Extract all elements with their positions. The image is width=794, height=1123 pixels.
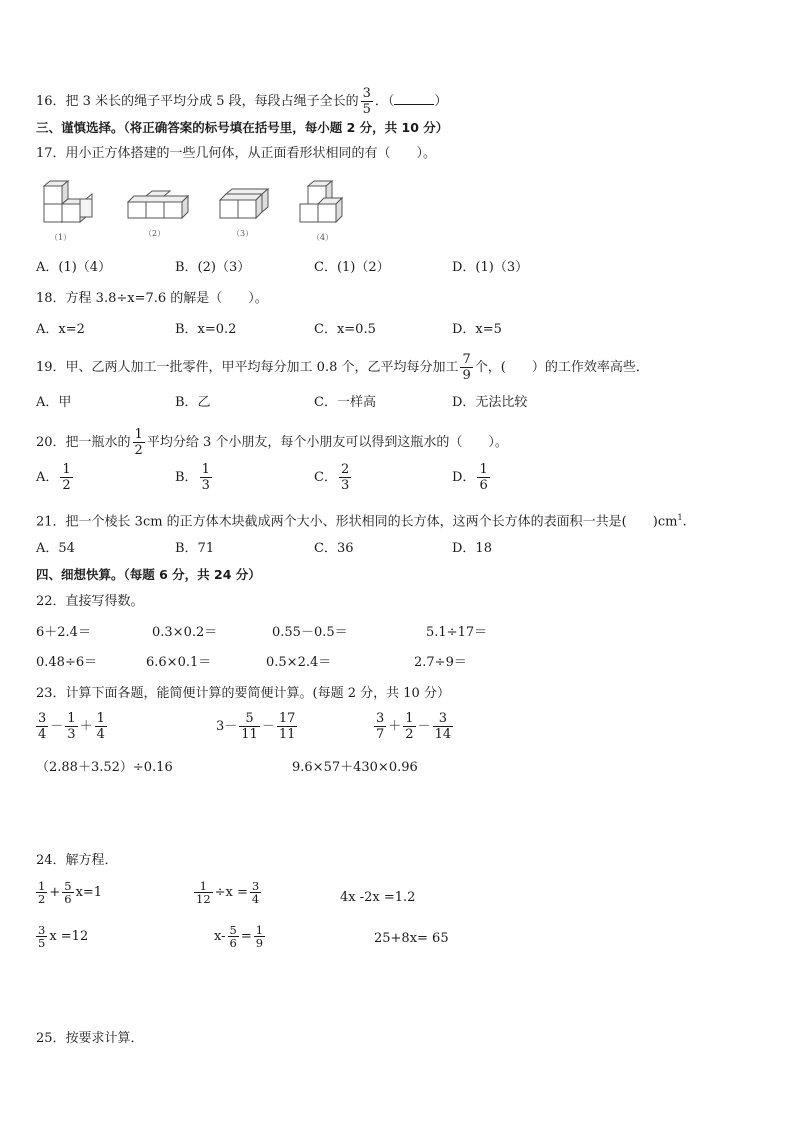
q20-fraction: $\frac{1}{2}$ — [134, 427, 143, 458]
question-22: 22．直接写得数。 — [36, 594, 144, 609]
q23-expr-4: （2.88＋3.52）÷0.16 — [36, 760, 173, 775]
caption-1: （1） — [50, 233, 72, 242]
q17-option-c[interactable]: C．(1)（2） — [314, 260, 390, 275]
q23-expr-3: $\frac{3}{7}$ ＋ $\frac{1}{2}$ － $\frac{3}{14}$ — [376, 711, 452, 742]
q19-option-b[interactable]: B．乙 — [175, 395, 211, 410]
q20-option-b[interactable]: B． $\frac{1}{3}$ — [175, 462, 210, 493]
question-21: 21．把一个棱长 3cm 的正方体木块截成两个大小、形状相同的长方体，这两个长方体的表面积一共是( )$cm^1$. — [36, 513, 687, 530]
q18-option-c[interactable]: C．x=0.5 — [314, 322, 376, 337]
q19-option-c[interactable]: C．一样高 — [314, 395, 376, 410]
q21-option-d[interactable]: D．18 — [452, 541, 492, 556]
q21-option-a[interactable]: A．54 — [36, 541, 75, 556]
q22-r2-c4: 2.7÷9＝ — [414, 655, 467, 670]
q17-option-a[interactable]: A．(1)（4） — [36, 260, 112, 275]
q22-r1-c4: 5.1÷17＝ — [426, 625, 488, 640]
question-23: 23．计算下面各题，能简便计算的要简便计算。(每题 2 分，共 10 分） — [36, 686, 450, 701]
q18-option-a[interactable]: A．x=2 — [36, 322, 85, 337]
q22-r2-c2: 6.6×0.1＝ — [146, 655, 212, 670]
cube-figures — [36, 176, 366, 246]
question-25: 25．按要求计算． — [36, 1031, 144, 1046]
section-4-title: 四、细想快算。（每题 6 分，共 24 分） — [36, 567, 261, 582]
q23-expr-1: $\frac{3}{4}$ － $\frac{1}{3}$ ＋ $\frac{1}{4}$ — [38, 711, 105, 742]
q21-option-c[interactable]: C．36 — [314, 541, 354, 556]
figure-2 — [128, 191, 188, 218]
q20-option-d[interactable]: D． $\frac{1}{6}$ — [452, 462, 488, 493]
q16-text: 16．把 3 米长的绳子平均分成 5 段，每段占绳子全长的 — [36, 94, 359, 109]
q23-expr-2: 3－ $\frac{5}{11}$ － $\frac{17}{11}$ — [216, 711, 296, 742]
q18-option-b[interactable]: B．x=0.2 — [175, 322, 237, 337]
q19-option-a[interactable]: A．甲 — [36, 395, 72, 410]
question-20: 20．把一瓶水的 $\frac{1}{2}$ 平均分给 3 个小朋友，每个小朋友可以得到这瓶水的（ ）。 — [36, 427, 508, 458]
figure-4 — [300, 181, 342, 222]
q17-option-b[interactable]: B．(2)（3） — [175, 260, 251, 275]
q17-option-d[interactable]: D．(1)（3） — [452, 260, 529, 275]
question-19: 19．甲、乙两人加工一批零件，甲平均每分加工 0.8 个，乙平均每分加工 $\frac{7}{9}$ 个，( ）的工作效率高些． — [36, 352, 649, 383]
q22-r1-c3: 0.55－0.5＝ — [272, 625, 348, 640]
q24-eq-4: $\frac{3}{5}$ x =12 — [38, 923, 89, 950]
q16-fraction: $\frac{3}{5}$ — [362, 86, 371, 117]
q20-option-c[interactable]: C． $\frac{2}{3}$ — [314, 462, 350, 493]
figure-3 — [220, 189, 268, 218]
question-18: 18．方程 3.8÷x=7.6 的解是（ ）。 — [36, 291, 268, 306]
question-17: 17．用小正方体搭建的一些几何体，从正面看形状相同的有（ ）。 — [36, 146, 437, 161]
caption-3: （3） — [232, 229, 254, 238]
q22-r2-c1: 0.48÷6＝ — [36, 655, 98, 670]
q23-expr-5: 9.6×57＋430×0.96 — [292, 760, 418, 775]
section-3-title: 三、谨慎选择。（将正确答案的标号填在括号里，每小题 2 分，共 10 分） — [36, 120, 449, 135]
q22-r2-c3: 0.5×2.4＝ — [266, 655, 332, 670]
q24-eq-2: $\frac{1}{12}$ ÷x = $\frac{3}{4}$ — [196, 879, 260, 906]
q22-r1-c1: 6＋2.4＝ — [36, 625, 91, 640]
question-24: 24．解方程． — [36, 853, 118, 868]
q19-fraction: $\frac{7}{9}$ — [462, 352, 471, 383]
q20-option-a[interactable]: A． $\frac{1}{2}$ — [36, 462, 71, 493]
question-16: 16．把 3 米长的绳子平均分成 5 段，每段占绳子全长的 $\frac{3}{5}$ ．（ ） — [36, 86, 448, 117]
answer-blank[interactable] — [394, 92, 434, 105]
q21-option-b[interactable]: B．71 — [175, 541, 215, 556]
q19-option-d[interactable]: D．无法比较 — [452, 395, 528, 410]
q24-eq-1: $\frac{1}{2}$ + $\frac{5}{6}$ x=1 — [38, 879, 103, 906]
figure-1 — [44, 181, 92, 222]
caption-4: （4） — [312, 233, 334, 242]
caption-2: （2） — [144, 229, 166, 238]
q24-eq-5: x- $\frac{5}{6}$ = $\frac{1}{9}$ — [214, 923, 264, 950]
q24-eq-6: 25+8x= 65 — [374, 931, 449, 946]
q22-r1-c2: 0.3×0.2＝ — [152, 625, 218, 640]
q18-option-d[interactable]: D．x=5 — [452, 322, 502, 337]
q24-eq-3: 4x -2x =1.2 — [340, 890, 416, 905]
